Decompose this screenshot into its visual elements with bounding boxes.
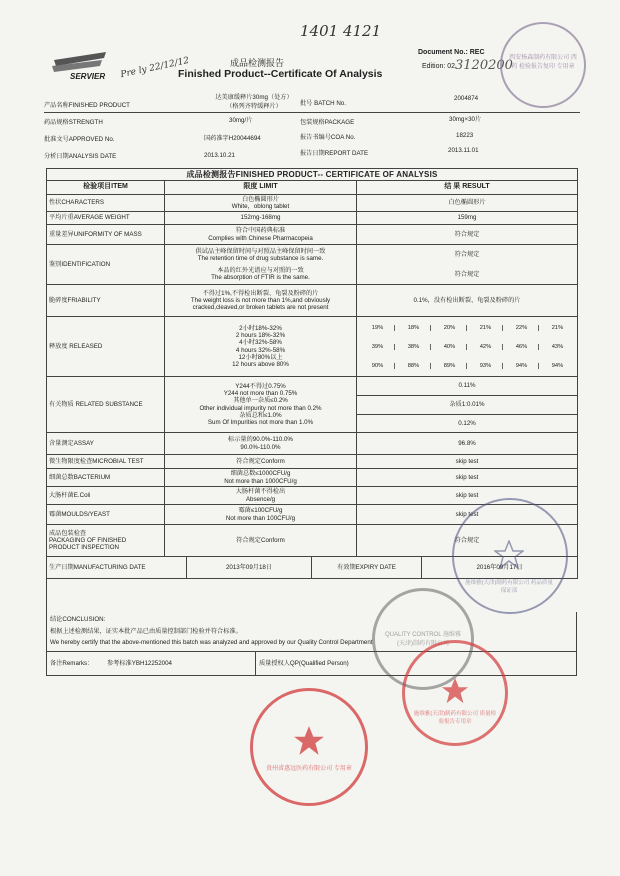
package-value: 30mg×30片 — [449, 116, 482, 123]
result-cell: 0.11% — [357, 377, 578, 396]
limit-line: 本品的红外光谱应与对照的一致 — [217, 266, 304, 274]
conclusion-cn: 根据上述检测结果，证实本批产品已由质量控制部门检验并符合标准。 — [50, 628, 242, 635]
conclusion-en: We hereby certify that the above-mentioned this batch was analyzed and approved by our Quality Control Department — [50, 639, 373, 646]
footer-divider — [255, 652, 256, 675]
table-row: 性状CHARACTERS — [47, 195, 165, 212]
limit-cell — [165, 377, 357, 433]
col-limit: 限度 LIMIT — [165, 181, 357, 195]
limit-line: 90.0%-110.0% — [240, 443, 281, 451]
released-value: 39% — [361, 344, 395, 350]
table-row: 鉴别IDENTIFICATION — [47, 245, 165, 285]
limit-line: 4小时32%-58% — [239, 339, 282, 347]
analysis-date-value: 2013.10.21 — [204, 152, 235, 159]
limit-line: Complies with Chinese Pharmacopeia — [208, 234, 313, 242]
limit-cell — [165, 245, 357, 285]
released-value: 40% — [433, 344, 467, 350]
star-icon — [494, 540, 524, 570]
strength-label: 药品规格STRENGTH — [44, 119, 103, 126]
table-row: 重量差异UNIFORMITY OF MASS — [47, 225, 165, 245]
released-value: 21% — [551, 325, 564, 331]
released-value: 21% — [469, 325, 503, 331]
released-value: 43% — [551, 344, 564, 350]
star-icon — [441, 677, 469, 705]
expiry-value: 2016年09月17日 — [422, 557, 578, 579]
limit-line: Not more than 1000CFU/g — [224, 477, 297, 485]
table-row: 释放度 RELEASED — [47, 317, 165, 377]
remarks-value: 参考标准YBH12252004 — [107, 660, 173, 667]
table-row: 霉菌MOULDS/YEAST — [47, 505, 165, 525]
result-cell: 符合规定 — [357, 225, 578, 245]
released-value: 93% — [469, 363, 503, 369]
stamp-top-right — [500, 22, 586, 108]
approved-label: 批准文号APPROVED No. — [44, 136, 115, 143]
handwritten-note: Pre ly 22/12/12 — [119, 55, 191, 81]
released-value: 38% — [397, 344, 431, 350]
limit-line: 符合中国药典标准 — [235, 227, 286, 235]
col-result: 结 果 RESULT — [357, 181, 578, 195]
result-cell: 符合规定 — [357, 525, 578, 557]
limit-line: 标示量的90.0%-110.0% — [228, 436, 293, 444]
released-value: 18% — [397, 325, 431, 331]
released-value: 46% — [505, 344, 539, 350]
released-value: 94% — [551, 363, 564, 369]
result-cell — [357, 245, 578, 285]
limit-cell — [165, 285, 357, 317]
limit-line: 细菌总数≤1000CFU/g — [230, 470, 291, 478]
stamp-top-right-text: 西安杨森制药有限公司 西药 检验报告复印 专用章 — [509, 55, 577, 70]
limit-line: Y244不得过0.75% — [235, 383, 286, 391]
stamp-mid-right — [452, 498, 568, 614]
servier-logo-mark — [46, 48, 118, 88]
limit-line: 4 hours 32%-58% — [235, 346, 286, 354]
released-value: 88% — [397, 363, 431, 369]
table-banner: 成品检测报告FINISHED PRODUCT-- CERTIFICATE OF ANALYSIS — [47, 169, 578, 181]
product-value-2: （格列齐特缓释片） — [226, 103, 282, 110]
title-en: Finished Product--Certificate Of Analysis — [178, 68, 383, 80]
expiry-label: 有效期EXPIRY DATE — [312, 557, 422, 579]
limit-line: Absence/g — [245, 495, 276, 503]
limit-cell — [165, 433, 357, 455]
limit-cell: 符合规定Conform — [165, 525, 357, 557]
result-cell: skip test — [357, 455, 578, 469]
stamp-center-text: QUALITY CONTROL 施维雅(天津)制药有限公司 — [384, 632, 461, 647]
strength-value: 30mg/片 — [229, 117, 253, 124]
item-line: PRODUCT INSPECTION — [49, 544, 120, 552]
released-value: 20% — [433, 325, 467, 331]
limit-line: 大肠杆菌不得检出 — [235, 488, 286, 496]
info-divider — [44, 112, 580, 113]
logo-text: SERVIER — [70, 72, 106, 81]
result-cell: skip test — [357, 505, 578, 525]
limit-line: 12 hours above 80% — [232, 360, 289, 368]
limit-line: Y244 not more than 0.75% — [223, 390, 298, 398]
product-label: 产品名称FINISHED PRODUCT — [44, 102, 130, 109]
limit-line: 白色椭圆形片 — [241, 195, 280, 203]
result-cell: skip test — [357, 469, 578, 487]
edition: Edition: 02 — [422, 63, 456, 70]
result-cell: skip test — [357, 487, 578, 505]
stamp-bottom-left — [250, 688, 368, 806]
approved-value: 国药准字H20044694 — [204, 135, 261, 142]
limit-line: White，oblong tablet — [231, 203, 290, 210]
report-date-label: 报告日期REPORT DATE — [300, 150, 369, 157]
coa-label: 报告书编号COA No. — [300, 134, 356, 141]
limit-line: 2小时18%-32% — [239, 325, 282, 333]
conclusion-box — [46, 612, 577, 652]
limit-line: Sum Of Impurities not more than 1.0% — [207, 418, 314, 426]
title-cn: 成品检测报告 — [230, 58, 285, 68]
table-row — [47, 525, 165, 557]
limit-line: 杂质总和≤1.0% — [239, 411, 282, 419]
limit-cell — [165, 505, 357, 525]
table-row: 脆碎度FRIABILITY — [47, 285, 165, 317]
limit-cell: 152mg-168mg — [165, 212, 357, 225]
released-value: 42% — [469, 344, 503, 350]
result-cell: 杂质1:0.01% — [357, 396, 578, 415]
col-item: 检验项目ITEM — [47, 181, 165, 195]
result-cell: 159mg — [357, 212, 578, 225]
stamp-bottom-left-text: 贵州省惠远医药有限公司 专用章 — [266, 766, 352, 772]
mfg-label: 生产日期MANUFACTURING DATE — [47, 557, 187, 579]
limit-line: The absorption of FTIR is the same. — [211, 273, 310, 281]
limit-cell — [165, 225, 357, 245]
product-value-1: 达美康缓释片30mg（处方） — [215, 94, 293, 101]
limit-cell: 符合规定Conform — [165, 455, 357, 469]
table-row: 大肠杆菌E.Coli — [47, 487, 165, 505]
limit-cell — [165, 487, 357, 505]
stamp-red-right-text: 施维雅(天津)制药有限公司 质量检验报告专用章 — [413, 711, 497, 725]
coa-value: 18223 — [456, 132, 474, 139]
report-date-value: 2013.11.01 — [448, 147, 479, 154]
stamp-mid-right-text: 施维雅(天津)制药有限公司 药品质量保证部 — [465, 580, 553, 594]
batch-label: 批号 BATCH No. — [300, 100, 346, 107]
released-value: 94% — [505, 363, 539, 369]
limit-line: 霉菌≤100CFU/g — [238, 507, 283, 515]
result-line: 符合规定 — [454, 270, 480, 278]
servier-logo — [46, 48, 118, 88]
limit-line: 12小时80%以上 — [238, 353, 283, 361]
limit-line: 其他单一杂质≤0.2% — [233, 397, 288, 405]
table-row: 细菌总数BACTERIUM — [47, 469, 165, 487]
limit-line: The weight loss is not more than 1%,and obviously — [190, 296, 331, 304]
limit-line: Not more than 100CFU/g — [225, 514, 296, 522]
item-line: 成品包装检查 — [49, 529, 87, 537]
handwritten-doc-no: 3120200 — [455, 58, 513, 73]
remarks-label: 备注Remarks： — [50, 660, 94, 667]
table-row: 有关物质 RELATED SUBSTANCE — [47, 377, 165, 433]
result-cell: 白色椭圆形片 — [357, 195, 578, 212]
limit-line: 2 hours 18%-32% — [235, 332, 286, 340]
result-cell: 0.12% — [357, 415, 578, 433]
conclusion-label: 结论CONCLUSION: — [50, 616, 106, 623]
released-value: 89% — [433, 363, 467, 369]
result-line: 符合规定 — [454, 251, 480, 259]
result-cell: 0.1%，没有检出断裂、龟裂及粉碎的片 — [357, 285, 578, 317]
limit-cell — [165, 195, 357, 212]
limit-line: cracked,cleaved,or broken tablets are not present — [192, 304, 329, 312]
product-info — [44, 92, 580, 160]
star-icon — [293, 725, 325, 757]
released-value: 90% — [361, 363, 395, 369]
qp-label: 质量授权人QP(Qualified Person) — [259, 660, 349, 667]
limit-cell — [165, 469, 357, 487]
table-row: 微生物限度检查MICROBIAL TEST — [47, 455, 165, 469]
limit-line: Other individual impurity not more than 0.2% — [199, 404, 322, 412]
item-line: PACKAGING OF FINISHED — [49, 536, 127, 544]
released-value: 22% — [505, 325, 539, 331]
stamp-red-right — [402, 640, 508, 746]
table-row: 平均片重AVERAGE WEIGHT — [47, 212, 165, 225]
package-label: 包装规格PACKAGE — [300, 119, 355, 126]
released-grid — [357, 317, 578, 377]
limit-line: 供试品主峰保留时间与对照品主峰保留时间一致 — [195, 248, 326, 256]
limit-line: The retention time of drug substance is same. — [197, 255, 324, 263]
released-value: 19% — [361, 325, 395, 331]
analysis-date-label: 分析日期ANALYSIS DATE — [44, 153, 117, 160]
handwritten-number: 1401 4121 — [300, 22, 382, 40]
limit-cell — [165, 317, 357, 377]
result-cell: 96.8% — [357, 433, 578, 455]
document-no: Document No.: REC — [418, 49, 485, 56]
mfg-value: 2013年09月18日 — [187, 557, 312, 579]
limit-line: 不得过1%,不得检出断裂、龟裂及粉碎的片 — [202, 289, 319, 297]
batch-value: 2004874 — [454, 95, 479, 102]
table-row: 含量测定ASSAY — [47, 433, 165, 455]
